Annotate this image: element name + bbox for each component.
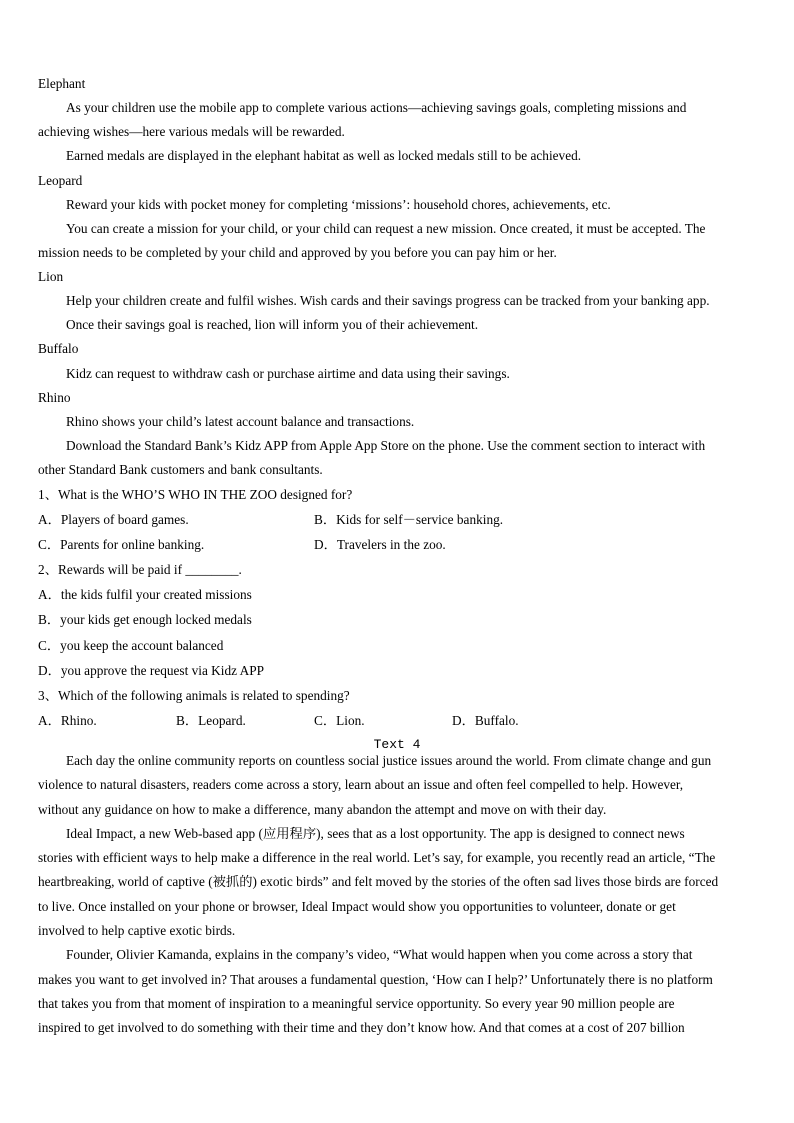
text-line: Ideal Impact, a new Web-based app (应用程序), sees that as a lost opportunity. The app is designed to connect news (66, 825, 685, 841)
answer-option[interactable]: D．Travelers in the zoo. (314, 537, 446, 553)
text-line: other Standard Bank customers and bank consultants. (38, 462, 323, 477)
text-line: to live. Once installed on your phone or browser, Ideal Impact would show you opportunities to volunteer, donate or get (38, 898, 676, 914)
answer-option[interactable]: C．you keep the account balanced (38, 637, 224, 653)
text-line: You can create a mission for your child, or your child can request a new mission. Once created, it must be accepted. The (66, 220, 706, 236)
text-line: As your children use the mobile app to complete various actions—achieving savings goals, completing missions and (66, 100, 687, 116)
answer-option[interactable]: A．the kids fulfil your created missions (38, 587, 252, 603)
passage-text-4 (38, 749, 758, 1041)
text-line: Lion (38, 269, 64, 284)
questions (38, 482, 758, 733)
text-line: Earned medals are displayed in the elephant habitat as well as locked medals still to be achieved. (66, 148, 582, 164)
text-line: that takes you from that moment of inspiration to a meaningful service opportunity. So every year 90 million people are (38, 995, 675, 1011)
answer-option[interactable]: B．Kids for self－service banking. (314, 512, 504, 528)
text-line: violence to natural disasters, readers come across a story, learn about an issue and often feel compelled to help. However, (38, 777, 684, 793)
answer-option[interactable]: A．Players of board games. (38, 512, 189, 528)
text-line: mission needs to be completed by your child and approved by you before you can pay him or her. (38, 244, 557, 260)
text-line: heartbreaking, world of captive (被抓的) exotic birds” and felt moved by the stories of the often sad lives those birds are forced (38, 874, 719, 890)
text-line: without any guidance on how to make a difference, many abandon the attempt and move on with their day. (38, 801, 607, 817)
answer-option[interactable]: D．you approve the request via Kidz APP (38, 662, 265, 678)
text-line: inspired to get involved to do something with their time and they don’t know how. And that comes at a cost of 207 billion (38, 1020, 685, 1036)
text-line: achieving wishes—here various medals will be rewarded. (38, 124, 345, 140)
text-line: Rhino shows your child’s latest account balance and transactions. (66, 413, 415, 429)
text-line: Founder, Olivier Kamanda, explains in the company’s video, “What would happen when you come across a story that (66, 947, 693, 963)
text-line: Elephant (38, 76, 86, 91)
answer-option[interactable]: B．Leopard. (176, 712, 246, 728)
question-stem: 3、Which of the following animals is related to spending? (38, 687, 350, 703)
passage-text-3 (38, 72, 758, 482)
answer-option[interactable]: C．Parents for online banking. (38, 537, 205, 553)
question-stem: 2、Rewards will be paid if ________. (38, 562, 242, 578)
text-line: stories with efficient ways to help make a difference in the real world. Let’s say, for example, you recently read an article, “The (38, 850, 716, 866)
text-line: Leopard (38, 172, 83, 188)
text-line: Kidz can request to withdraw cash or purchase airtime and data using their savings. (66, 365, 510, 381)
text-line: involved to help captive exotic birds. (38, 923, 236, 939)
text-line: Each day the online community reports on countless social justice issues around the world. From climate change and gun (66, 753, 712, 768)
answer-option[interactable]: D．Buffalo. (452, 712, 519, 728)
text4-title: Text 4 (373, 737, 421, 752)
question-stem: 1、What is the WHO’S WHO IN THE ZOO designed for? (38, 487, 353, 502)
text-line: Once their savings goal is reached, lion will inform you of their achievement. (66, 317, 479, 333)
text-line: Buffalo (38, 341, 79, 357)
answer-option[interactable]: A．Rhino. (38, 712, 97, 728)
text-line: makes you want to get involved in? That arouses a fundamental question, ‘How can I help?’ Unfortunately there is no platform (38, 971, 713, 987)
text-line: Download the Standard Bank’s Kidz APP from Apple App Store on the phone. Use the comment section to interact with (66, 437, 706, 453)
text-line: Rhino (38, 389, 71, 405)
text-line: Help your children create and fulfil wishes. Wish cards and their savings progress can be tracked from your banking app. (66, 293, 710, 309)
answer-option[interactable]: B．your kids get enough locked medals (38, 612, 252, 628)
text-line: Reward your kids with pocket money for completing ‘missions’: household chores, achievements, etc. (66, 196, 611, 212)
answer-option[interactable]: C．Lion. (314, 712, 365, 728)
